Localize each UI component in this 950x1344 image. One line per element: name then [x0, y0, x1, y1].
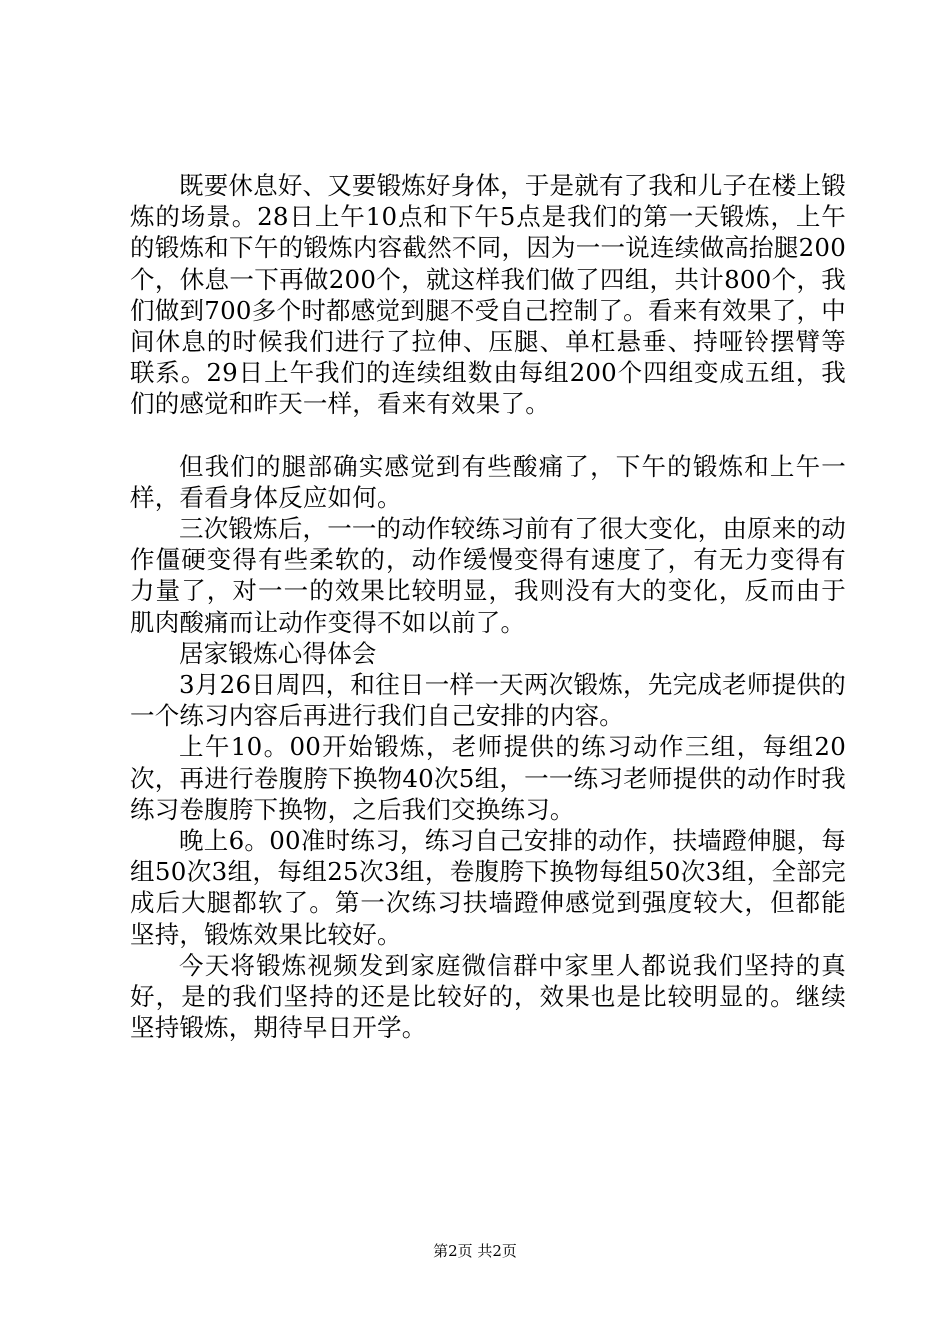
section-heading: 居家锻炼心得体会 [179, 638, 377, 668]
paragraph-morning-session: 上午10。00开始锻炼，老师提供的练习动作三组，每组20次，再进行卷腹胯下换物40次5组，一一练习老师提供的动作时我练习卷腹胯下换物，之后我们交换练习。 [130, 732, 846, 824]
page-number-footer: 第2页 共2页 [433, 1242, 517, 1260]
paragraph-exercise-scene: 既要休息好、又要锻炼好身体，于是就有了我和儿子在楼上锻炼的场景。28日上午10点和下午5点是我们的第一天锻炼，上午的锻炼和下午的锻炼内容截然不同，因为一一说连续做高抬腿200个，休息一下再做200个，就这样我们做了四组，共计800个，我们做到700多个时都感觉到腿不受自己控制了。看来有效果了，中间休息的时候我们进行了拉伸、压腿、单杠悬垂、持哑铃摆臂等联系。29日上午我们的连续组数由每组200个四组变成五组，我们的感觉和昨天一样，看来有效果了。 [130, 171, 846, 419]
paragraph-march-26: 3月26日周四，和往日一样一天两次锻炼，先完成老师提供的一个练习内容后再进行我们自己安排的内容。 [130, 670, 846, 731]
paragraph-after-three-sessions: 三次锻炼后，一一的动作较练习前有了很大变化，由原来的动作僵硬变得有些柔软的，动作缓慢变得有速度了，有无力变得有力量了，对一一的效果比较明显，我则没有大的变化，反而由于肌肉酸痛而让动作变得不如以前了。 [130, 514, 846, 637]
document-body [130, 170, 846, 1043]
paragraph-leg-soreness: 但我们的腿部确实感觉到有些酸痛了，下午的锻炼和上午一样，看看身体反应如何。 [130, 451, 846, 512]
paragraph-evening-session: 晚上6。00准时练习，练习自己安排的动作，扶墙蹬伸腿，每组50次3组，每组25次3组，卷腹胯下换物每组50次3组，全部完成后大腿都软了。第一次练习扶墙蹬伸感觉到强度较大，但都能坚持，锻炼效果比较好。 [130, 826, 846, 949]
paragraph-family-feedback: 今天将锻炼视频发到家庭微信群中家里人都说我们坚持的真好，是的我们坚持的还是比较好的，效果也是比较明显的。继续坚持锻炼，期待早日开学。 [130, 950, 846, 1043]
